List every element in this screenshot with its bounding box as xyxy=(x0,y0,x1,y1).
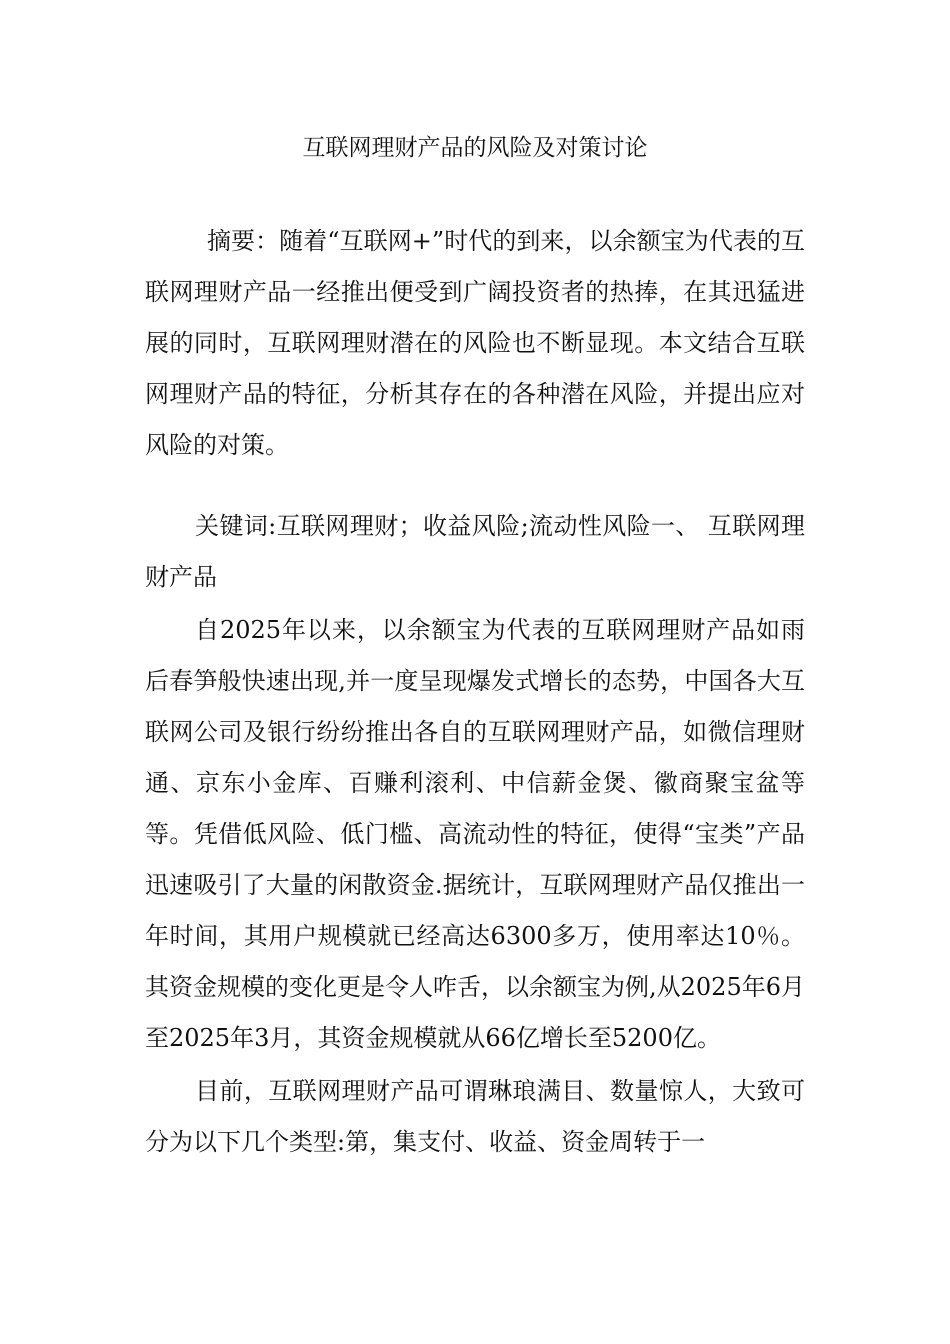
document-title: 互联网理财产品的风险及对策讨论 xyxy=(302,135,648,161)
keywords-paragraph: 关键词:互联网理财；收益风险;流动性风险一、 互联网理财产品 xyxy=(145,512,805,591)
body-paragraph-2: 目前，互联网理财产品可谓琳琅满目、数量惊人，大致可分为以下几个类型:第，集支付、收益、资金周转于一 xyxy=(145,1077,805,1156)
abstract-paragraph: 摘要：随着“互联网+”时代的到来，以余额宝为代表的互联网理财产品一经推出便受到广阔投资者的热捧，在其迅猛进展的同时，互联网理财潜在的风险也不断显现。本文结合互联网理财产品的特征，分析其存在的各种潜在风险，并提出应对风险的对策。 xyxy=(145,227,805,459)
body-paragraph-1: 自2025年以来，以余额宝为代表的互联网理财产品如雨后春笋般快速出现,并一度呈现爆发式增长的态势，中国各大互联网公司及银行纷纷推出各自的互联网理财产品，如微信理财通、京东小金库、百赚利滚利、中信薪金煲、徽商聚宝盆等等。凭借低风险、低门槛、高流动性的特征，使得“宝类”产品迅速吸引了大量的闲散资金.据统计，互联网理财产品仅推出一年时间，其用户规模就已经高达6300多万，使用率达10％。其资金规模的变化更是令人咋舌，以余额宝为例,从2025年6月至2025年3月，其资金规模就从66亿增长至5200亿。 xyxy=(145,616,805,1052)
